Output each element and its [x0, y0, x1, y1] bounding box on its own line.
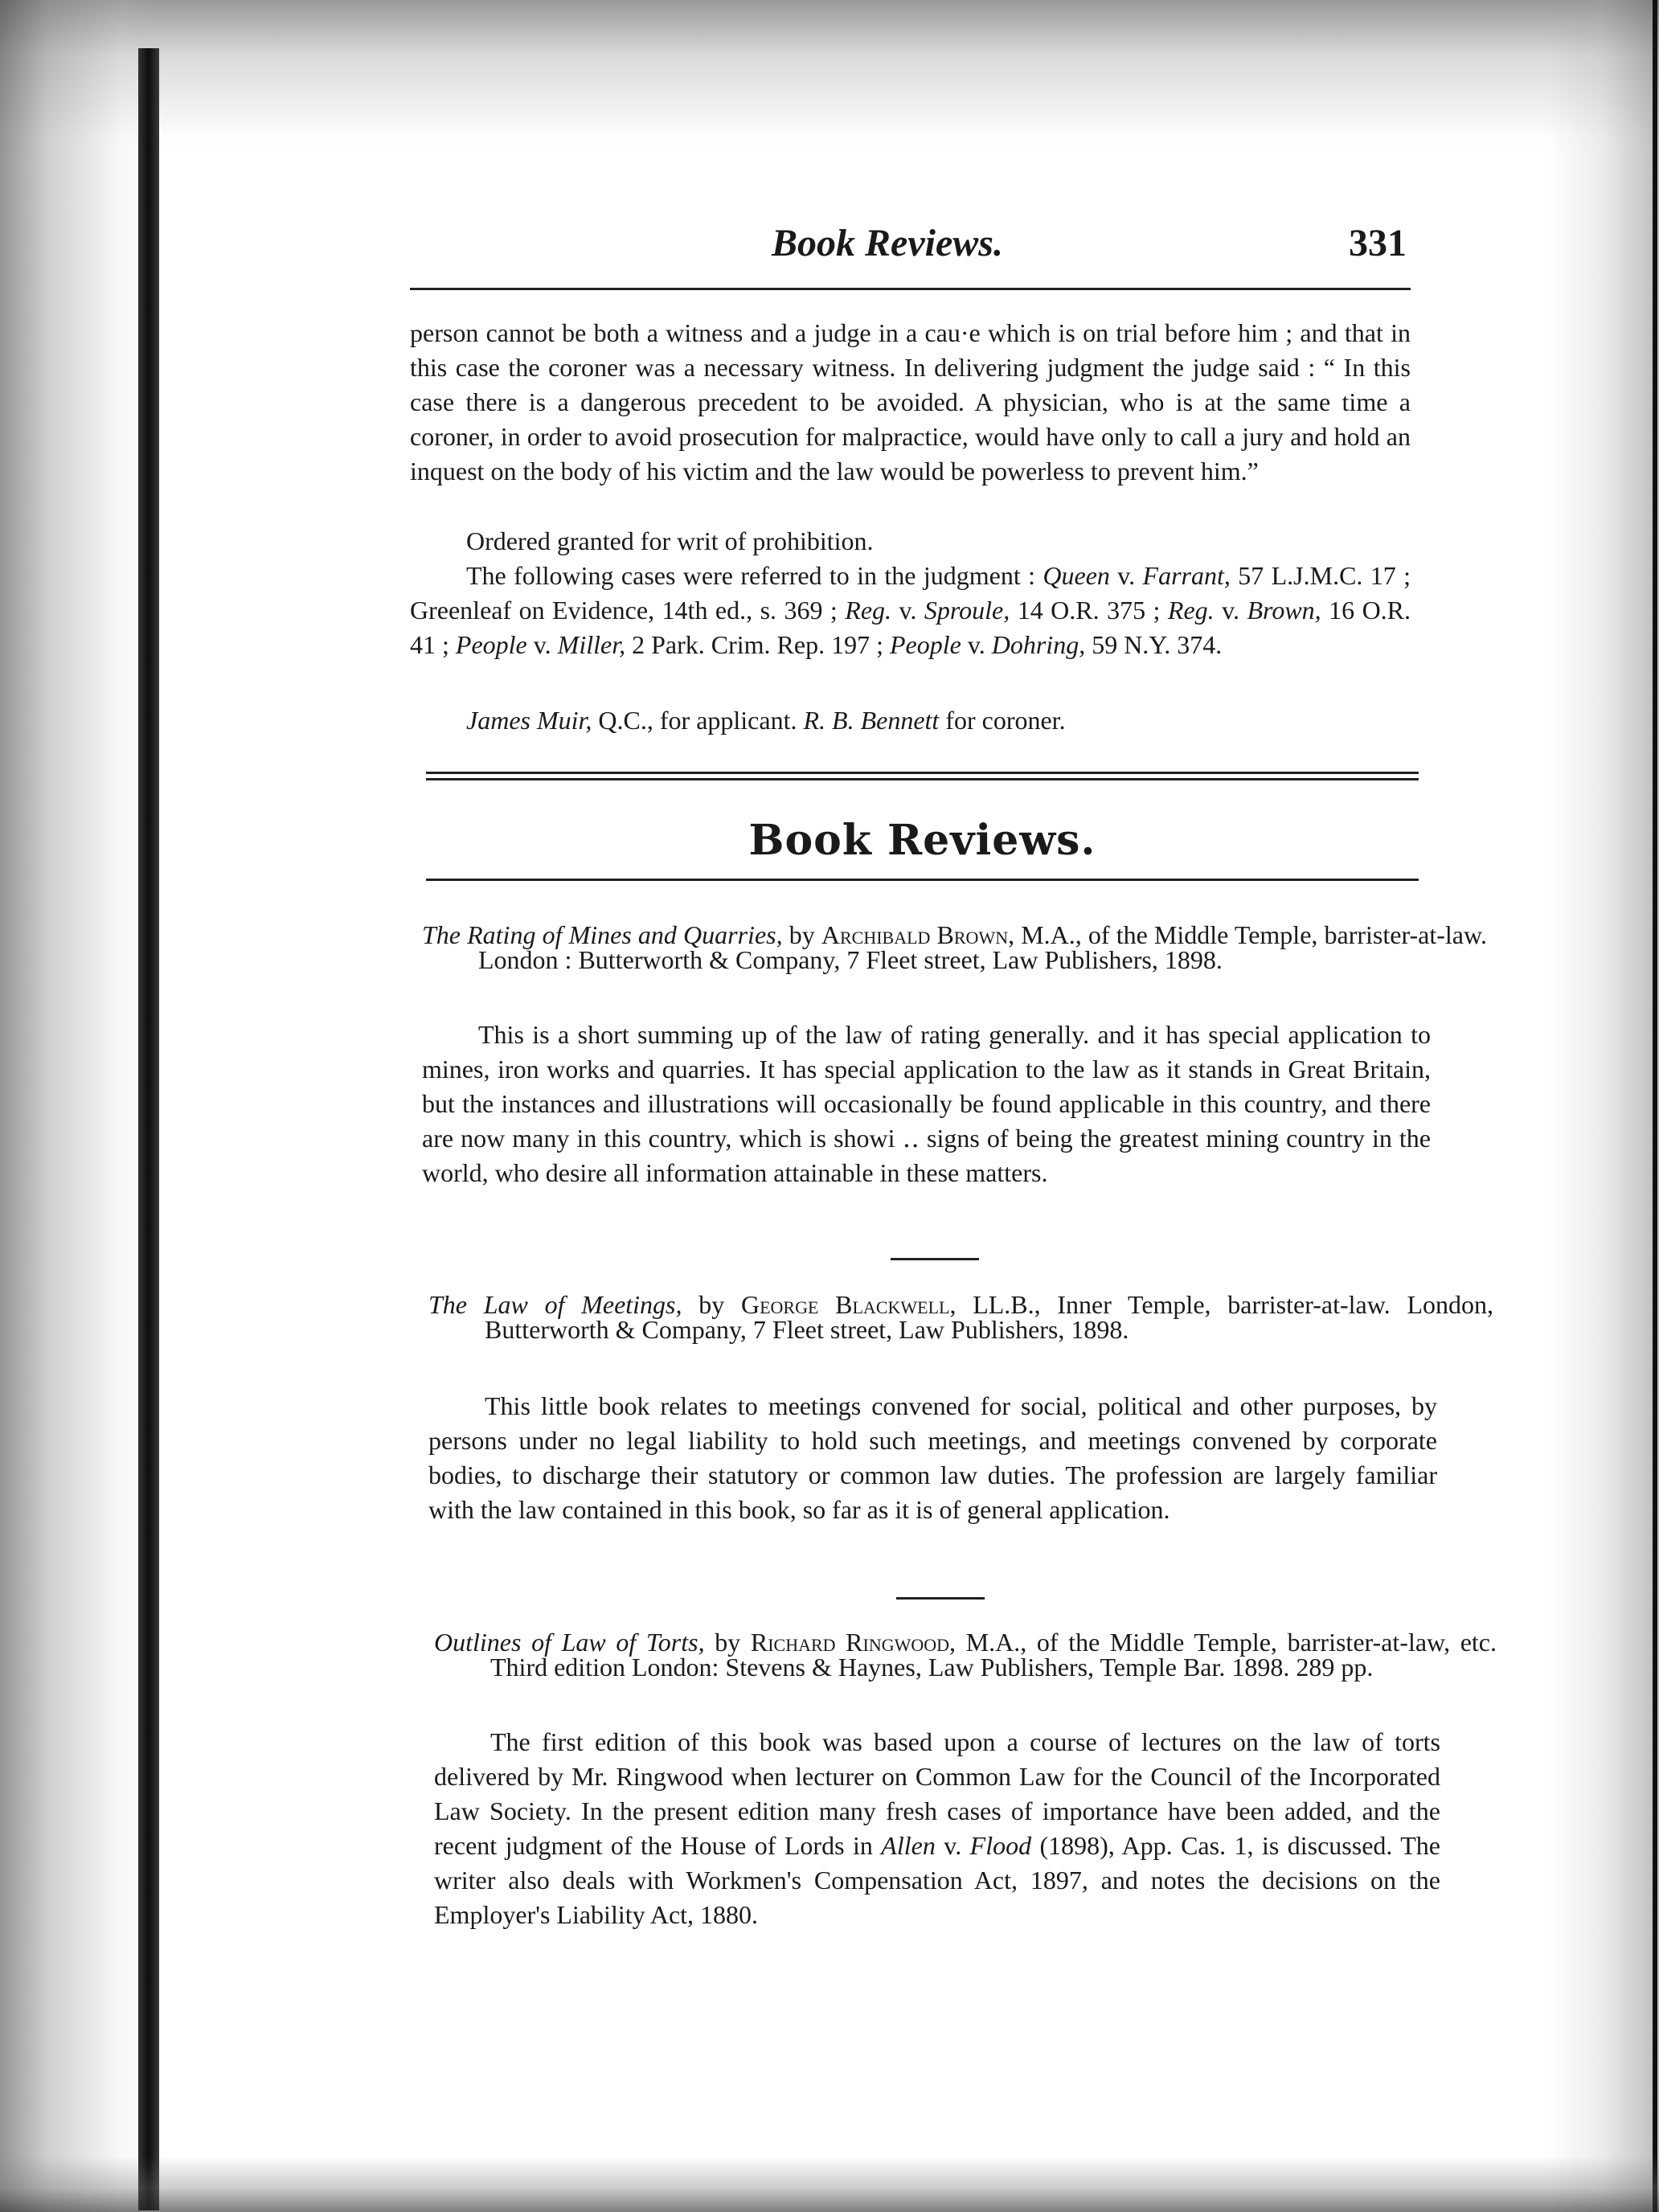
review-separator: [896, 1597, 985, 1600]
review-citation: The Rating of Mines and Quarries, by Archibald Brown, M.A., of the Middle Temple, barrister-at-law. London : Butterworth & Company, 7 Fleet street, Law Publishers, 1898.: [422, 920, 1488, 974]
review-citation: Outlines of Law of Torts, by Richard Ringwood, M.A., of the Middle Temple, barrister-at-law, etc. Third edition London: Stevens & Haynes, Law Publishers, Temple Bar. 1898. 289 pp.: [434, 1628, 1497, 1682]
review-citation: The Law of Meetings, by George Blackwell, LL.B., Inner Temple, barrister-at-law. London, Butterworth & Company, 7 Fleet street, Law Publishers, 1898.: [428, 1290, 1494, 1344]
continued-paragraph: person cannot be both a witness and a judge in a cau·e which is on trial before him ; and that in this case the coroner was a necessary witness. In delivering judgment the judge said : “ In this case there is a dangerous precedent to be avoided. A physician, who is at the same time a coroner, in order to avoid prosecution for malpractice, would have only to call a jury and hold an inquest on the body of his victim and the law would be powerless to prevent him.”: [410, 318, 1411, 485]
page-number: 331: [1349, 222, 1407, 264]
section-rule: [426, 879, 1419, 881]
header-rule: [410, 288, 1411, 290]
section-title: Book Reviews.: [748, 816, 1096, 865]
running-title: Book Reviews.: [772, 222, 1003, 264]
counsel-paragraph: James Muir, Q.C., for applicant. R. B. Bennett for coroner.: [466, 706, 1066, 735]
cases-referred-paragraph: The following cases were referred to in the judgment : Queen v. Farrant, 57 L.J.M.C. 17 ; Greenleaf on Evidence, 14th ed., s. 369 ; Reg. v. Sproule, 14 O.R. 375 ; Reg. v. Brown, 16 O.R. 41 ; People v. Miller, 2 Park. Crim. Rep. 197 ; People v. Dohring, 59 N.Y. 374.: [410, 561, 1411, 659]
review-separator: [891, 1258, 979, 1260]
review-body: This is a short summing up of the law of rating generally. and it has special application to mines, iron works and quarries. It has special application to the law as it stands in Great Britain, but the instances and illustrations will occasionally be found applicable in this country, and there are now many in this country, which is showi ‥ signs of being the greatest mining country in the world, who desire all information attainable in these matters.: [422, 1020, 1431, 1187]
review-body: This little book relates to meetings convened for social, political and other purposes, by persons under no legal liability to hold such meetings, and meetings convened by corporate bodies, to discharge their statutory or common law duties. The profession are largely familiar with the law contained in this book, so far as it is of general application.: [428, 1391, 1437, 1524]
running-head: [418, 221, 1407, 277]
review-body: The first edition of this book was based upon a course of lectures on the law of torts delivered by Mr. Ringwood when lecturer on Common Law for the Council of the Incorporated Law Society. In the present edition many fresh cases of importance have been added, and the recent judgment of the House of Lords in Allen v. Flood (1898), App. Cas. 1, is discussed. The writer also deals with Workmen's Compensation Act, 1897, and notes the decisions on the Employer's Liability Act, 1880.: [434, 1727, 1441, 1929]
order-paragraph: Ordered granted for writ of prohibition.: [466, 526, 874, 555]
section-double-rule: [426, 772, 1419, 780]
